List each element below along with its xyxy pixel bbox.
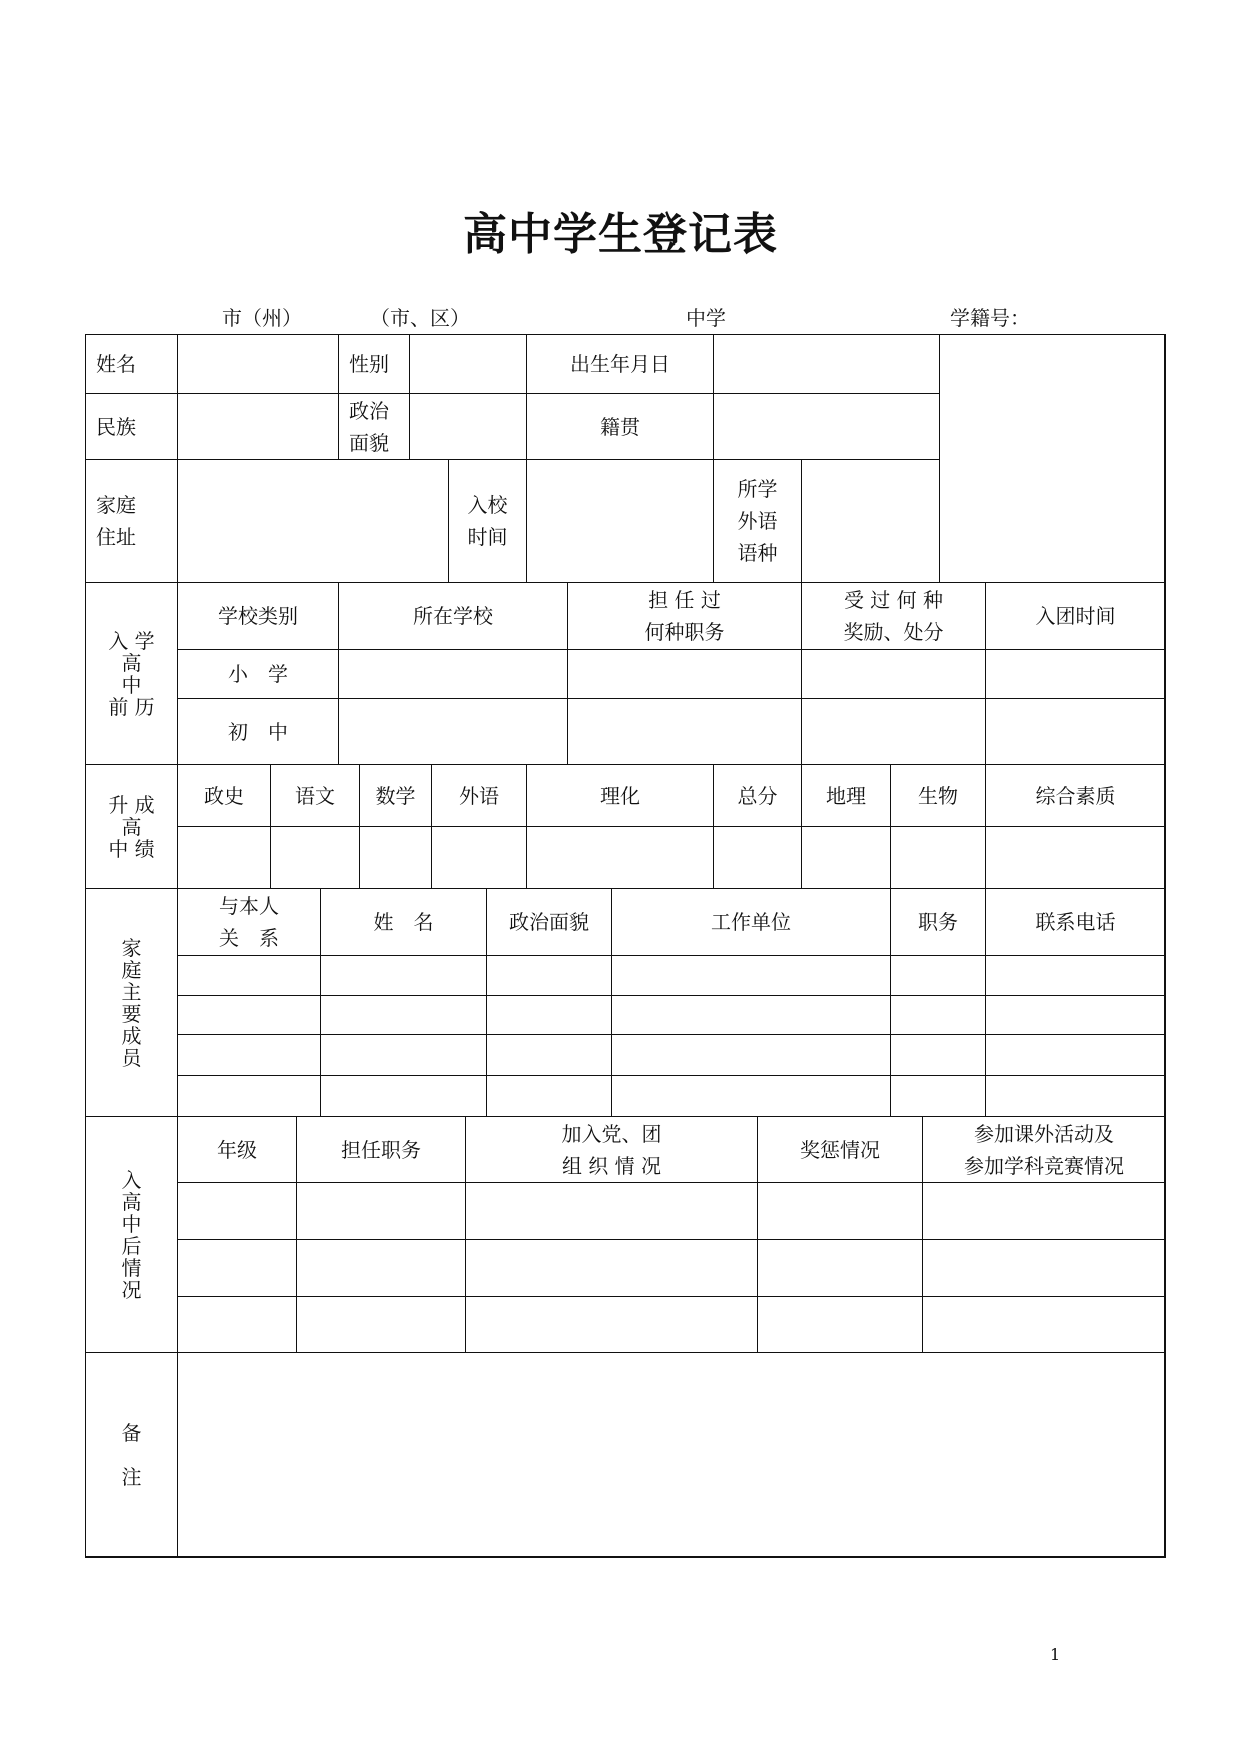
input-cell[interactable]	[713, 393, 940, 460]
label-cell: 数学	[359, 764, 432, 827]
input-cell[interactable]	[611, 1075, 891, 1117]
remarks-input[interactable]	[177, 1352, 1166, 1558]
input-cell[interactable]	[890, 826, 986, 889]
label-cell: 家庭 住址	[85, 459, 178, 583]
input-cell[interactable]	[526, 826, 714, 889]
input-cell[interactable]	[338, 698, 568, 765]
input-cell[interactable]	[985, 995, 1166, 1035]
input-cell[interactable]	[801, 459, 940, 583]
input-cell[interactable]	[409, 393, 527, 460]
input-cell[interactable]	[801, 826, 891, 889]
label-cell: 地理	[801, 764, 891, 827]
input-cell[interactable]	[177, 1239, 297, 1297]
input-cell[interactable]	[526, 459, 714, 583]
label-cell: 担任职务	[296, 1116, 466, 1183]
label-cell: 参加课外活动及 参加学科竞赛情况	[922, 1116, 1166, 1183]
input-cell[interactable]	[431, 826, 527, 889]
label-cell: 学校类别	[177, 582, 339, 650]
school-label: 中学	[686, 306, 726, 330]
label-cell: 入校 时间	[448, 459, 527, 583]
label-cell: 生物	[890, 764, 986, 827]
label-cell: 入团时间	[985, 582, 1166, 650]
input-cell[interactable]	[757, 1182, 923, 1240]
input-cell[interactable]	[177, 826, 271, 889]
input-cell[interactable]	[713, 334, 940, 394]
label-cell: 出生年月日	[526, 334, 714, 394]
label-cell: 小 学	[177, 649, 339, 699]
input-cell[interactable]	[338, 649, 568, 699]
label-cell: 所学 外语 语种	[713, 459, 802, 583]
label-cell: 性别	[338, 334, 410, 394]
input-cell[interactable]	[801, 649, 986, 699]
input-cell[interactable]	[409, 334, 527, 394]
label-cell: 备 注	[85, 1352, 178, 1558]
input-cell[interactable]	[465, 1239, 758, 1297]
label-cell: 籍贯	[526, 393, 714, 460]
label-cell: 年级	[177, 1116, 297, 1183]
label-cell: 与本人 关 系	[177, 888, 321, 956]
input-cell[interactable]	[713, 826, 802, 889]
label-cell: 家 庭 主 要 成 员	[85, 888, 178, 1117]
input-cell[interactable]	[177, 1034, 321, 1076]
photo-cell[interactable]	[939, 334, 1166, 583]
district-label: （市、区）	[370, 306, 470, 330]
input-cell[interactable]	[985, 1034, 1166, 1076]
input-cell[interactable]	[985, 1075, 1166, 1117]
page-number: 1	[1050, 1645, 1061, 1664]
input-cell[interactable]	[177, 1075, 321, 1117]
label-cell: 联系电话	[985, 888, 1166, 956]
label-cell: 政治 面貌	[338, 393, 410, 460]
input-cell[interactable]	[801, 698, 986, 765]
label-cell: 民族	[85, 393, 178, 460]
label-cell: 职务	[890, 888, 986, 956]
input-cell[interactable]	[922, 1182, 1166, 1240]
input-cell[interactable]	[270, 826, 360, 889]
input-cell[interactable]	[486, 955, 612, 996]
label-cell: 加入党、团 组 织 情 况	[465, 1116, 758, 1183]
input-cell[interactable]	[177, 955, 321, 996]
label-cell: 所在学校	[338, 582, 568, 650]
input-cell[interactable]	[177, 995, 321, 1035]
input-cell[interactable]	[296, 1239, 466, 1297]
label-cell: 入 学 高 中 前 历	[85, 582, 178, 765]
input-cell[interactable]	[320, 1034, 487, 1076]
input-cell[interactable]	[486, 995, 612, 1035]
input-cell[interactable]	[611, 955, 891, 996]
label-cell: 姓 名	[320, 888, 487, 956]
city-label: 市（州）	[222, 306, 302, 330]
input-cell[interactable]	[890, 955, 986, 996]
label-cell: 工作单位	[611, 888, 891, 956]
input-cell[interactable]	[320, 995, 487, 1035]
label-cell: 升 成 高 中 绩	[85, 764, 178, 889]
label-cell: 奖惩情况	[757, 1116, 923, 1183]
page-title: 高中学生登记表	[463, 209, 778, 260]
label-cell: 总分	[713, 764, 802, 827]
input-cell[interactable]	[320, 955, 487, 996]
label-cell: 政治面貌	[486, 888, 612, 956]
input-cell[interactable]	[985, 826, 1166, 889]
label-cell: 担 任 过 何种职务	[567, 582, 802, 650]
input-cell[interactable]	[465, 1182, 758, 1240]
label-cell: 姓名	[85, 334, 178, 394]
input-cell[interactable]	[359, 826, 432, 889]
label-cell: 初 中	[177, 698, 339, 765]
input-cell[interactable]	[890, 995, 986, 1035]
input-cell[interactable]	[567, 649, 802, 699]
input-cell[interactable]	[296, 1296, 466, 1353]
input-cell[interactable]	[985, 955, 1166, 996]
input-cell[interactable]	[985, 649, 1166, 699]
input-cell[interactable]	[922, 1296, 1166, 1353]
input-cell[interactable]	[567, 698, 802, 765]
label-cell: 外语	[431, 764, 527, 827]
input-cell[interactable]	[486, 1075, 612, 1117]
input-cell[interactable]	[177, 459, 449, 583]
input-cell[interactable]	[611, 995, 891, 1035]
label-cell: 政史	[177, 764, 271, 827]
input-cell[interactable]	[177, 1182, 297, 1240]
label-cell: 入 高 中 后 情 况	[85, 1116, 178, 1353]
input-cell[interactable]	[922, 1239, 1166, 1297]
input-cell[interactable]	[177, 1296, 297, 1353]
input-cell[interactable]	[296, 1182, 466, 1240]
student-id-label: 学籍号：	[950, 306, 1030, 330]
label-cell: 语文	[270, 764, 360, 827]
input-cell[interactable]	[177, 393, 339, 460]
input-cell[interactable]	[611, 1034, 891, 1076]
input-cell[interactable]	[890, 1075, 986, 1117]
label-cell: 综合素质	[985, 764, 1166, 827]
input-cell[interactable]	[320, 1075, 487, 1117]
input-cell[interactable]	[177, 334, 339, 394]
label-cell: 理化	[526, 764, 714, 827]
label-cell: 受 过 何 种 奖励、处分	[801, 582, 986, 650]
input-cell[interactable]	[890, 1034, 986, 1076]
input-cell[interactable]	[985, 698, 1166, 765]
input-cell[interactable]	[465, 1296, 758, 1353]
input-cell[interactable]	[486, 1034, 612, 1076]
input-cell[interactable]	[757, 1239, 923, 1297]
input-cell[interactable]	[757, 1296, 923, 1353]
